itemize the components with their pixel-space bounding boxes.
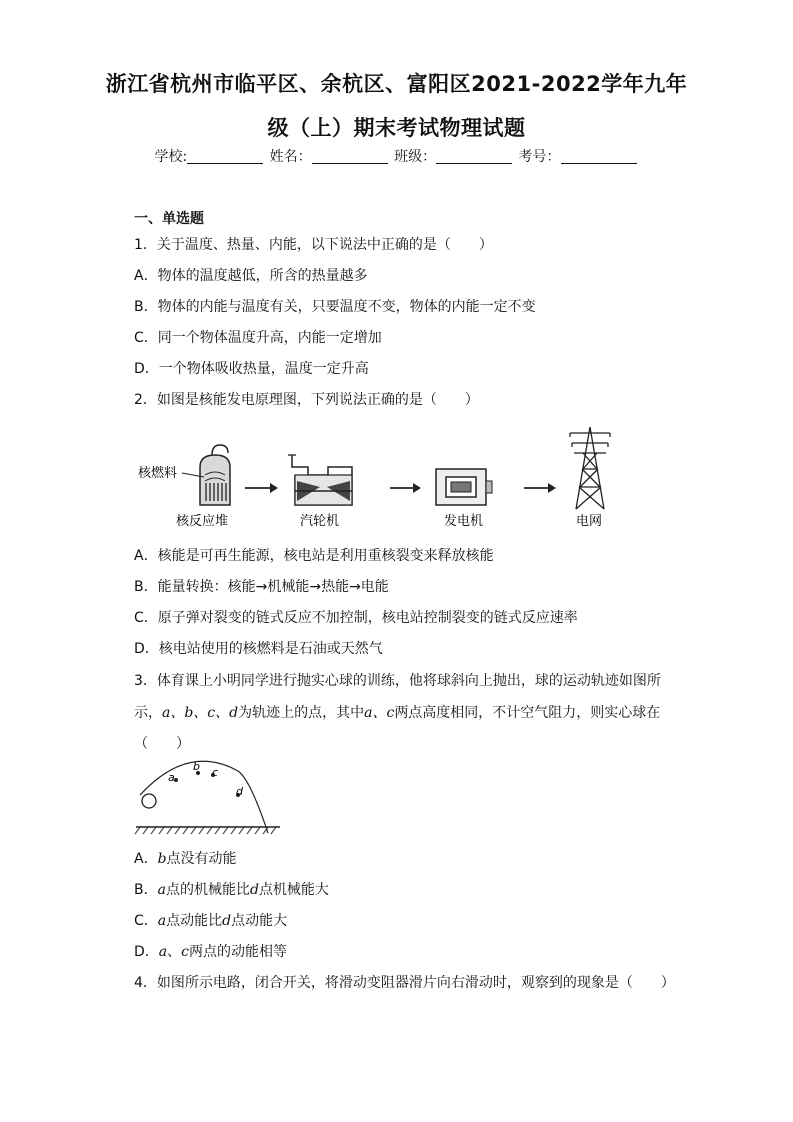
exam-number-blank[interactable] bbox=[561, 149, 637, 164]
q2-stem: 2．如图是核能发电原理图，下列说法正确的是（ ） bbox=[134, 392, 479, 408]
title-line-1: 浙江省杭州市临平区、余杭区、富阳区2021-2022学年九年 bbox=[105, 72, 688, 96]
exam-number-label: 考号： bbox=[518, 149, 561, 165]
q3-option-b: B．a点的机械能比d点机械能大 bbox=[134, 882, 329, 898]
point-c-label: c bbox=[212, 766, 219, 779]
power-tower-icon bbox=[570, 427, 610, 509]
section-title: 一、单选题 bbox=[134, 211, 204, 227]
turbine-icon bbox=[288, 455, 352, 505]
arrow-right-icon bbox=[524, 483, 556, 493]
name-blank[interactable] bbox=[312, 149, 388, 164]
q3-stem-line-3: （ ） bbox=[134, 736, 190, 752]
school-blank[interactable] bbox=[187, 149, 263, 164]
q1-option-c: C．同一个物体温度升高，内能一定增加 bbox=[134, 330, 382, 346]
q3-option-d: D．a、c两点的动能相等 bbox=[134, 944, 287, 960]
ball-trajectory-diagram bbox=[134, 755, 284, 837]
nuclear-power-diagram bbox=[130, 425, 630, 535]
grid-label: 电网 bbox=[576, 514, 603, 529]
turbine-label: 汽轮机 bbox=[300, 514, 340, 529]
q2-option-c: C．原子弹对裂变的链式反应不加控制，核电站控制裂变的链式反应速率 bbox=[134, 610, 578, 626]
generator-icon bbox=[436, 469, 492, 505]
q2-option-a: A．核能是可再生能源，核电站是利用重核裂变来释放核能 bbox=[134, 548, 494, 564]
arrow-right-icon bbox=[390, 483, 421, 493]
name-label: 姓名： bbox=[269, 149, 312, 165]
point-a-label: a bbox=[168, 771, 175, 784]
q3-option-a: A．b点没有动能 bbox=[134, 851, 237, 867]
q2-option-d: D．核电站使用的核燃料是石油或天然气 bbox=[134, 641, 383, 657]
reactor-icon bbox=[200, 445, 230, 505]
q3-option-c: C．a点动能比d点动能大 bbox=[134, 913, 288, 929]
school-label: 学校: bbox=[154, 149, 188, 165]
point-b-label: b bbox=[193, 760, 200, 773]
fuel-label: 核燃料 bbox=[138, 466, 178, 481]
student-info-row bbox=[0, 146, 793, 166]
q4-stem: 4．如图所示电路，闭合开关，将滑动变阻器滑片向右滑动时，观察到的现象是（ ） bbox=[134, 975, 675, 991]
class-blank[interactable] bbox=[436, 149, 512, 164]
ground-hatching bbox=[135, 827, 276, 834]
generator-label: 发电机 bbox=[444, 514, 484, 529]
arrow-right-icon bbox=[245, 483, 278, 493]
reactor-label: 核反应堆 bbox=[176, 514, 229, 529]
ball-icon bbox=[142, 794, 156, 808]
q1-option-a: A．物体的温度越低，所含的热量越多 bbox=[134, 268, 368, 284]
q3-stem-line-1: 3．体育课上小明同学进行抛实心球的训练，他将球斜向上抛出，球的运动轨迹如图所 bbox=[134, 673, 661, 689]
class-label: 班级： bbox=[394, 149, 437, 165]
point-d-label: d bbox=[236, 785, 243, 798]
q3-stem-line-2: 示，a、b、c、d为轨迹上的点，其中a、c两点高度相同，不计空气阻力，则实心球在 bbox=[134, 705, 661, 721]
q1-option-d: D．一个物体吸收热量，温度一定升高 bbox=[134, 361, 369, 377]
q1-stem: 1．关于温度、热量、内能，以下说法中正确的是（ ） bbox=[134, 237, 493, 253]
q2-option-b: B．能量转换：核能→机械能→热能→电能 bbox=[134, 579, 389, 595]
title-line-2: 级（上）期末考试物理试题 bbox=[267, 116, 526, 140]
q1-option-b: B．物体的内能与温度有关，只要温度不变，物体的内能一定不变 bbox=[134, 299, 536, 315]
